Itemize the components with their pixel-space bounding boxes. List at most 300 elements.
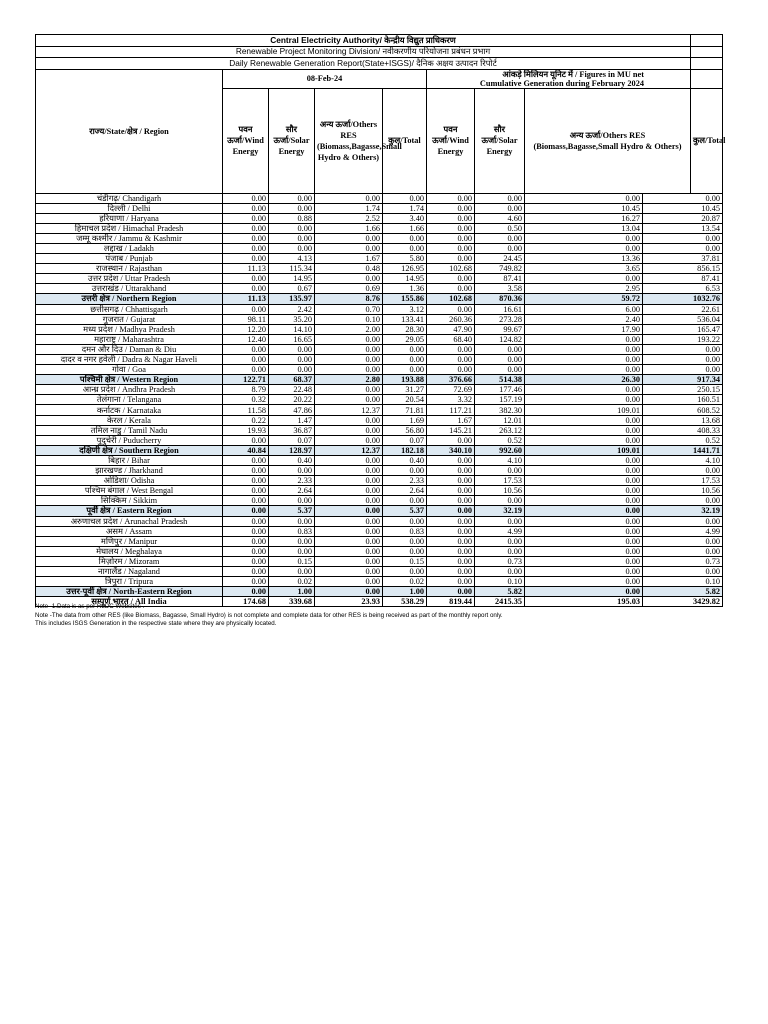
region-name: उत्तराखंड / Uttarakhand [36,284,223,294]
state-row [36,314,723,324]
total-value: 0.00 [383,193,427,203]
solar-value: 0.00 [269,223,315,233]
others-cumulative-header: अन्य ऊर्जा/Others RES (Biomass,Bagasse,Small Hydro & Others) [525,88,691,193]
total-value: 0.00 [383,365,427,375]
others-cumulative-value: 0.00 [525,587,643,597]
wind-value: 0.00 [223,223,269,233]
region-name: दमन और दिउ / Daman & Diu [36,344,223,354]
solar-cumulative-value: 0.00 [475,365,525,375]
total-value: 155.86 [383,294,427,304]
cumulative-header: Cumulative Generation during February 2024 [479,78,644,88]
solar-cumulative-header: सौर ऊर्जा/Solar Energy [475,88,525,193]
solar-value: 0.40 [269,455,315,465]
wind-value: 0.00 [223,243,269,253]
total-cumulative-value: 0.00 [643,536,723,546]
others-value: 0.00 [315,587,383,597]
wind-cumulative-value: 0.00 [427,233,475,243]
others-cumulative-value: 13.36 [525,254,643,264]
others-value: 0.00 [315,425,383,435]
solar-value: 0.00 [269,546,315,556]
state-row [36,254,723,264]
state-row [36,193,723,203]
solar-cumulative-value: 273.28 [475,314,525,324]
region-total-row [36,445,723,455]
region-total-row [36,587,723,597]
wind-cumulative-value: 117.21 [427,405,475,415]
others-cumulative-value: 0.00 [525,415,643,425]
total-cumulative-value: 165.47 [643,324,723,334]
wind-value: 0.00 [223,486,269,496]
others-cumulative-value: 2.40 [525,314,643,324]
others-cumulative-value: 0.00 [525,466,643,476]
solar-cumulative-value: 4.99 [475,526,525,536]
total-value: 71.81 [383,405,427,415]
others-value: 0.00 [315,385,383,395]
solar-value: 20.22 [269,395,315,405]
solar-cumulative-value: 99.67 [475,324,525,334]
total-cumulative-value: 10.56 [643,486,723,496]
total-cumulative-value: 87.41 [643,274,723,284]
region-name: जम्मू कश्मीर / Jammu & Kashmir [36,233,223,243]
region-name: तेलंगाना / Telangana [36,395,223,405]
region-name: दादर व नगर हवेली / Dadra & Nagar Haveli [36,355,223,365]
solar-value: 0.00 [269,193,315,203]
others-value: 0.00 [315,556,383,566]
region-name: कर्नाटक / Karnataka [36,405,223,415]
others-cumulative-value: 2.95 [525,284,643,294]
units-label: आंकड़े मिलियन यूनिट में / Figures in MU net [502,69,644,79]
others-cumulative-value: 0.00 [525,556,643,566]
others-value: 0.00 [315,395,383,405]
wind-cumulative-value: 145.21 [427,425,475,435]
wind-cumulative-value: 0.00 [427,344,475,354]
wind-value: 0.00 [223,566,269,576]
wind-value: 11.13 [223,294,269,304]
state-row [36,334,723,344]
total-value: 0.00 [383,355,427,365]
solar-value: 0.00 [269,516,315,526]
solar-cumulative-value: 0.00 [475,355,525,365]
wind-value: 0.00 [223,193,269,203]
solar-header: सौर ऊर्जा/Solar Energy [269,88,315,193]
wind-value: 0.00 [223,203,269,213]
others-value: 0.00 [315,536,383,546]
region-name: राजस्थान / Rajasthan [36,264,223,274]
wind-cumulative-value: 376.66 [427,375,475,385]
wind-value: 12.20 [223,324,269,334]
wind-value: 0.00 [223,254,269,264]
report-notes [35,603,735,629]
total-cumulative-value: 13.54 [643,223,723,233]
others-value: 0.00 [315,476,383,486]
state-row [36,566,723,576]
region-name: चंडीगढ़/ Chandigarh [36,193,223,203]
state-row [36,425,723,435]
region-name: पश्चिम बंगाल / West Bengal [36,486,223,496]
region-name: अरुणाचल प्रदेश / Arunachal Pradesh [36,516,223,526]
total-value: 29.05 [383,334,427,344]
total-value: 0.02 [383,577,427,587]
solar-value: 0.00 [269,233,315,243]
solar-value: 0.00 [269,243,315,253]
others-value: 0.00 [315,506,383,516]
total-value: 0.07 [383,435,427,445]
others-value: 12.37 [315,405,383,415]
solar-value: 16.65 [269,334,315,344]
others-value: 2.80 [315,375,383,385]
wind-cumulative-header: पवन ऊर्जा/Wind Energy [427,88,475,193]
wind-value: 0.00 [223,506,269,516]
others-cumulative-value: 0.00 [525,577,643,587]
solar-cumulative-value: 16.61 [475,304,525,314]
others-value: 0.00 [315,243,383,253]
others-cumulative-value: 195.03 [525,597,643,607]
solar-cumulative-value: 870.36 [475,294,525,304]
others-cumulative-value: 0.00 [525,425,643,435]
total-value: 2.64 [383,486,427,496]
others-cumulative-value: 0.00 [525,344,643,354]
solar-cumulative-value: 0.00 [475,233,525,243]
others-value: 0.00 [315,435,383,445]
wind-value: 11.58 [223,405,269,415]
total-value: 28.30 [383,324,427,334]
total-cumulative-value: 20.87 [643,213,723,223]
solar-value: 2.33 [269,476,315,486]
solar-value: 135.97 [269,294,315,304]
state-row [36,526,723,536]
region-name: मिज़ोरम / Mizoram [36,556,223,566]
solar-value: 22.48 [269,385,315,395]
region-name: असम / Assam [36,526,223,536]
total-value: 1.69 [383,415,427,425]
total-value: 1.74 [383,203,427,213]
total-value: 538.29 [383,597,427,607]
total-value: 0.00 [383,344,427,354]
wind-value: 0.00 [223,546,269,556]
wind-cumulative-value: 0.00 [427,556,475,566]
total-value: 0.00 [383,233,427,243]
solar-cumulative-value: 157.19 [475,395,525,405]
solar-value: 0.00 [269,355,315,365]
wind-cumulative-value: 102.68 [427,264,475,274]
others-cumulative-value: 0.00 [525,506,643,516]
others-value: 0.00 [315,526,383,536]
solar-value: 1.47 [269,415,315,425]
total-cumulative-value: 0.00 [643,344,723,354]
total-cumulative-value: 856.15 [643,264,723,274]
solar-cumulative-value: 177.46 [475,385,525,395]
wind-value: 98.11 [223,314,269,324]
wind-cumulative-value: 0.00 [427,546,475,556]
total-cumulative-value: 0.00 [643,243,723,253]
solar-value: 14.10 [269,324,315,334]
region-name: झारखण्ड / Jharkhand [36,466,223,476]
note-2: Note -The data from other RES (like Biomass, Bagasse, Small Hydro) is not complete and complete data for other RES is being received as part of the monthly report only. [35,611,503,619]
state-row [36,496,723,506]
total-cumulative-value: 160.51 [643,395,723,405]
wind-cumulative-value: 0.00 [427,284,475,294]
wind-value: 0.22 [223,415,269,425]
wind-value: 174.68 [223,597,269,607]
wind-cumulative-value: 0.00 [427,435,475,445]
solar-cumulative-value: 32.19 [475,506,525,516]
others-value: 0.48 [315,264,383,274]
wind-value: 40.84 [223,445,269,455]
wind-value: 0.00 [223,365,269,375]
solar-cumulative-value: 4.60 [475,213,525,223]
wind-cumulative-value: 0.00 [427,203,475,213]
total-value: 0.83 [383,526,427,536]
others-value: 1.67 [315,254,383,264]
total-value: 0.40 [383,455,427,465]
region-name: सम्पूर्ण भारत / All India [36,597,223,607]
solar-value: 0.67 [269,284,315,294]
total-cumulative-value: 608.52 [643,405,723,415]
others-cumulative-value: 0.00 [525,365,643,375]
region-name: गोवा / Goa [36,365,223,375]
others-cumulative-value: 109.01 [525,405,643,415]
solar-cumulative-value: 87.41 [475,274,525,284]
others-value: 0.00 [315,344,383,354]
total-cumulative-value: 0.00 [643,355,723,365]
others-value: 0.00 [315,486,383,496]
state-row [36,213,723,223]
state-row [36,355,723,365]
region-name: हरियाणा / Haryana [36,213,223,223]
solar-cumulative-value: 10.56 [475,486,525,496]
total-value: 0.00 [383,566,427,576]
others-value: 0.00 [315,546,383,556]
others-value: 0.00 [315,274,383,284]
total-value: 182.18 [383,445,427,455]
solar-value: 68.37 [269,375,315,385]
total-value: 133.41 [383,314,427,324]
total-cumulative-value: 193.22 [643,334,723,344]
region-name: आन्ध्र प्रदेश / Andhra Pradesh [36,385,223,395]
others-value: 0.69 [315,284,383,294]
total-cumulative-value: 0.10 [643,577,723,587]
wind-value: 0.00 [223,355,269,365]
solar-value: 5.37 [269,506,315,516]
region-total-row [36,375,723,385]
others-cumulative-value: 0.00 [525,385,643,395]
others-value: 0.00 [315,233,383,243]
wind-cumulative-value: 0.00 [427,486,475,496]
region-name: त्रिपुरा / Tripura [36,577,223,587]
others-cumulative-value: 17.90 [525,324,643,334]
others-value: 0.00 [315,455,383,465]
date-header: 08-Feb-24 [223,69,427,88]
total-value: 0.00 [383,243,427,253]
division-title: Renewable Project Monitoring Division/ नवीकरणीय परियोजना प्रबंधन प्रभाग [36,46,691,58]
total-value: 193.88 [383,375,427,385]
note-1: Note -1.Data is as per RLDC Websites . [35,603,145,610]
others-cumulative-value: 0.00 [525,274,643,284]
state-row [36,203,723,213]
solar-cumulative-value: 0.00 [475,566,525,576]
others-cumulative-value: 6.00 [525,304,643,314]
solar-cumulative-value: 4.10 [475,455,525,465]
wind-value: 0.00 [223,344,269,354]
wind-value: 12.40 [223,334,269,344]
state-row [36,365,723,375]
others-value: 0.00 [315,193,383,203]
wind-value: 0.00 [223,435,269,445]
total-cumulative-value: 1441.71 [643,445,723,455]
region-name: ओडिशा/ Odisha [36,476,223,486]
total-value: 5.37 [383,506,427,516]
total-cumulative-value: 0.00 [643,496,723,506]
region-name: पूर्वी क्षेत्र / Eastern Region [36,506,223,516]
total-cumulative-value: 13.68 [643,415,723,425]
total-value: 1.36 [383,284,427,294]
others-value: 0.00 [315,516,383,526]
solar-value: 36.87 [269,425,315,435]
others-header: अन्य ऊर्जा/Others RES (Biomass,Bagasse,Small Hydro & Others) [315,88,383,193]
region-name: लद्दाख / Ladakh [36,243,223,253]
total-cumulative-value: 6.53 [643,284,723,294]
others-cumulative-value: 0.00 [525,455,643,465]
solar-cumulative-value: 992.60 [475,445,525,455]
wind-cumulative-value: 0.00 [427,243,475,253]
others-value: 0.00 [315,577,383,587]
solar-cumulative-value: 514.38 [475,375,525,385]
renewable-generation-table [35,34,726,607]
state-row [36,476,723,486]
solar-cumulative-value: 263.12 [475,425,525,435]
others-cumulative-value: 0.00 [525,334,643,344]
others-cumulative-value: 10.45 [525,203,643,213]
others-value: 1.74 [315,203,383,213]
total-cumulative-value: 10.45 [643,203,723,213]
state-row [36,264,723,274]
region-name: मेघालय / Meghalaya [36,546,223,556]
wind-value: 0.00 [223,213,269,223]
total-cumulative-value: 0.00 [643,516,723,526]
region-name: सिक्किम / Sikkim [36,496,223,506]
solar-value: 0.00 [269,203,315,213]
wind-cumulative-value: 3.32 [427,395,475,405]
wind-cumulative-value: 72.69 [427,385,475,395]
total-value: 1.66 [383,223,427,233]
wind-cumulative-value: 102.68 [427,294,475,304]
others-value: 0.00 [315,496,383,506]
region-name: पश्चिमी क्षेत्र / Western Region [36,375,223,385]
solar-cumulative-value: 0.00 [475,466,525,476]
solar-cumulative-value: 0.10 [475,577,525,587]
solar-cumulative-value: 12.01 [475,415,525,425]
total-cumulative-value: 0.00 [643,546,723,556]
wind-cumulative-value: 819.44 [427,597,475,607]
total-cumulative-value: 3429.82 [643,597,723,607]
total-cumulative-header: कुल/Total [691,88,723,193]
solar-value: 0.00 [269,365,315,375]
solar-cumulative-value: 24.45 [475,254,525,264]
total-value: 14.95 [383,274,427,284]
state-row [36,577,723,587]
total-value: 5.80 [383,254,427,264]
solar-cumulative-value: 0.52 [475,435,525,445]
total-value: 0.00 [383,546,427,556]
solar-cumulative-value: 0.00 [475,344,525,354]
region-name: मणिपुर / Manipur [36,536,223,546]
wind-cumulative-value: 0.00 [427,355,475,365]
region-name: मध्य प्रदेश / Madhya Pradesh [36,324,223,334]
wind-cumulative-value: 0.00 [427,496,475,506]
wind-cumulative-value: 0.00 [427,455,475,465]
total-cumulative-value: 0.52 [643,435,723,445]
region-name: नागालैंड / Nagaland [36,566,223,576]
total-header: कुल/Total [383,88,427,193]
others-value: 0.00 [315,365,383,375]
total-cumulative-value: 0.00 [643,466,723,476]
solar-value: 0.00 [269,566,315,576]
wind-cumulative-value: 47.90 [427,324,475,334]
wind-value: 0.00 [223,284,269,294]
others-cumulative-value: 0.00 [525,355,643,365]
others-cumulative-value: 0.00 [525,476,643,486]
total-value: 1.00 [383,587,427,597]
wind-value: 0.00 [223,556,269,566]
solar-value: 0.02 [269,577,315,587]
others-value: 2.00 [315,324,383,334]
state-row [36,395,723,405]
total-value: 31.27 [383,385,427,395]
wind-cumulative-value: 0.00 [427,526,475,536]
total-cumulative-value: 37.81 [643,254,723,264]
wind-value: 0.00 [223,274,269,284]
others-value: 0.00 [315,566,383,576]
total-cumulative-value: 250.15 [643,385,723,395]
solar-cumulative-value: 0.00 [475,546,525,556]
total-cumulative-value: 408.33 [643,425,723,435]
solar-value: 0.88 [269,213,315,223]
state-row [36,233,723,243]
state-row [36,455,723,465]
solar-value: 0.83 [269,526,315,536]
others-value: 2.52 [315,213,383,223]
total-cumulative-value: 4.10 [643,455,723,465]
total-value: 56.80 [383,425,427,435]
others-value: 0.00 [315,415,383,425]
total-cumulative-value: 0.00 [643,566,723,576]
region-name: दिल्ली / Delhi [36,203,223,213]
region-name: छत्तीसगढ़ / Chhattisgarh [36,304,223,314]
wind-cumulative-value: 68.40 [427,334,475,344]
total-cumulative-value: 917.34 [643,375,723,385]
solar-value: 2.64 [269,486,315,496]
region-name: महाराष्ट्र / Maharashtra [36,334,223,344]
state-row [36,324,723,334]
others-cumulative-value: 0.00 [525,395,643,405]
others-value: 23.93 [315,597,383,607]
solar-value: 339.68 [269,597,315,607]
wind-value: 0.00 [223,304,269,314]
total-cumulative-value: 4.99 [643,526,723,536]
wind-cumulative-value: 0.00 [427,536,475,546]
others-cumulative-value: 0.00 [525,193,643,203]
others-cumulative-value: 0.00 [525,536,643,546]
others-value: 1.66 [315,223,383,233]
others-cumulative-value: 0.00 [525,435,643,445]
state-row [36,556,723,566]
wind-cumulative-value: 0.00 [427,254,475,264]
region-name: उत्तर-पूर्वी क्षेत्र / North-Eastern Region [36,587,223,597]
wind-cumulative-value: 0.00 [427,223,475,233]
wind-value: 122.71 [223,375,269,385]
region-name: केरल / Kerala [36,415,223,425]
total-value: 126.95 [383,264,427,274]
